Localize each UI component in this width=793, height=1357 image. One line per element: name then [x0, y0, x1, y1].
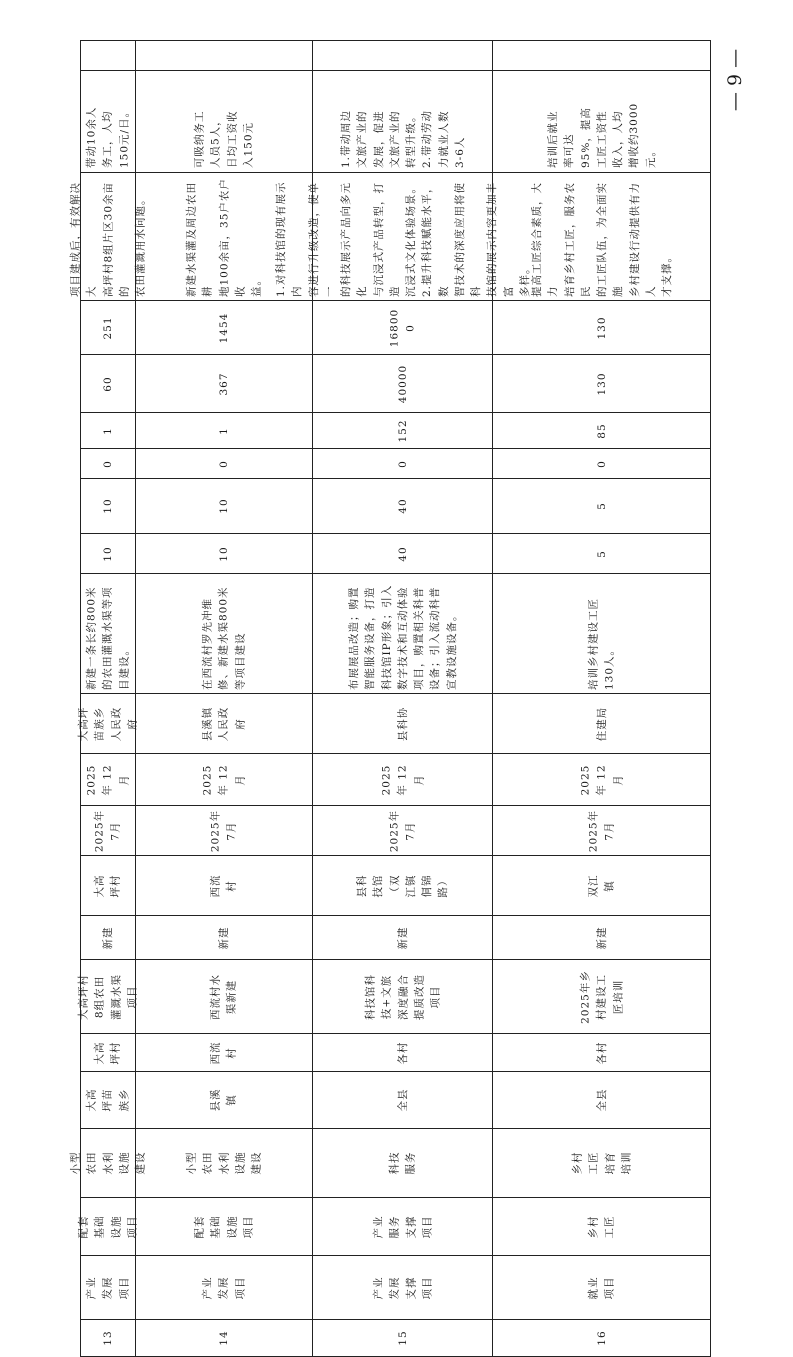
- row-index: [81, 1320, 711, 1357]
- row-benefit-villages: [81, 413, 711, 449]
- table-cell: 就业 项目: [493, 1256, 711, 1320]
- table-cell: 产业 发展 支撑 项目: [313, 1256, 493, 1320]
- table-cell: 各村: [493, 1034, 711, 1072]
- table-cell: 60: [81, 355, 136, 413]
- project-table: [69, 40, 711, 1357]
- table-cell: 县科 技馆 （双 江镇 侗锦 路）: [313, 856, 493, 916]
- table-cell: 住建局: [493, 694, 711, 754]
- table-cell: 新建: [313, 916, 493, 960]
- table-cell: 双江 镇: [493, 856, 711, 916]
- table-cell: 西流村水 渠新建: [136, 960, 313, 1034]
- table-header-strip: [81, 41, 711, 71]
- table-cell: 大高坪 苗族乡 人民政 府: [81, 694, 136, 754]
- row-investment-central: [81, 479, 711, 534]
- table-cell: 1454: [136, 301, 313, 355]
- table-cell: 10: [81, 534, 136, 574]
- table-cell: 130: [493, 355, 711, 413]
- table-cell: 10: [81, 479, 136, 534]
- row-start: [81, 806, 711, 856]
- row-outcome: [81, 173, 711, 301]
- row-end: [81, 754, 711, 806]
- table-cell: 培训后就业 率可达 95%，提高 工匠工资性 收入，人均 增收约3000 元。: [493, 71, 711, 173]
- table-cell: 布展展品改造；购置 智能服务设备，打造 科技馆IP形象；引入 数字技术和互动体验 项目，购置相关科普 设备；引入流动科普 宣教设施设备。: [313, 574, 493, 694]
- table-cell: 16800 0: [313, 301, 493, 355]
- table-cell: 251: [81, 301, 136, 355]
- table-cell: 项目建成后，有效解决大 高坪村8组片区30余亩的 农田灌溉用水问题。: [81, 173, 136, 301]
- table-cell: 2025 年 12 月: [493, 754, 711, 806]
- table-cell: 1: [136, 413, 313, 449]
- table-cell: 西流 村: [136, 1034, 313, 1072]
- table-cell: 新建: [136, 916, 313, 960]
- table-cell: 16: [493, 1320, 711, 1357]
- row-owner: [81, 694, 711, 754]
- table-cell: 县溪 镇: [136, 1072, 313, 1129]
- row-type: [81, 1129, 711, 1198]
- table-cell: 2025年 7月: [493, 806, 711, 856]
- row-town: [81, 1072, 711, 1129]
- table-cell: 0: [493, 449, 711, 479]
- table-cell: 大高 坪村: [81, 1034, 136, 1072]
- table-cell: 西流 村: [136, 856, 313, 916]
- table-cell: 配套 基础 设施 项目: [81, 1198, 136, 1256]
- table-cell: 培训乡村建设工匠 130人。: [493, 574, 711, 694]
- table-cell: 提高工匠综合素质，大力 培育乡村工匠，服务农民 的工匠队伍，为全面实施 乡村建设行动提供有力人 才支撑。: [493, 173, 711, 301]
- row-nature: [81, 916, 711, 960]
- table-cell: 2025 年 12 月: [136, 754, 313, 806]
- table-cell: 2025年 7月: [313, 806, 493, 856]
- row-category: [81, 1256, 711, 1320]
- table-cell: 产业 服务 支撑 项目: [313, 1198, 493, 1256]
- table-cell: 0: [313, 449, 493, 479]
- table-cell: 全县: [493, 1072, 711, 1129]
- table-cell: 40: [313, 479, 493, 534]
- table-cell: 新建: [81, 916, 136, 960]
- table-cell: 大高 坪苗 族乡: [81, 1072, 136, 1129]
- table-cell: 1.带动周边 文旅产业的 发展，促进 文旅产业的 转型升级。 2.带动劳动 力就业人数 3-6人: [313, 71, 493, 173]
- table-cell: 2025年 7月: [81, 806, 136, 856]
- table-cell: 152: [313, 413, 493, 449]
- table-cell: 0: [136, 449, 313, 479]
- row-subcategory: [81, 1198, 711, 1256]
- table-cell: 40000: [313, 355, 493, 413]
- table-cell: 科技馆科 技+文旅 深度融合 提质改造 项目: [313, 960, 493, 1034]
- row-mechanism: [81, 71, 711, 173]
- table-cell: 小型 农田 水利 设施 建设: [136, 1129, 313, 1198]
- table-cell: 14: [136, 1320, 313, 1357]
- table-cell: 小型 农田 水利 设施 建设: [81, 1129, 136, 1198]
- table-cell: 乡村 工匠: [493, 1198, 711, 1256]
- row-investment-other: [81, 449, 711, 479]
- table-cell: 2025 年 12 月: [81, 754, 136, 806]
- table-cell: 科技 服务: [313, 1129, 493, 1198]
- table-cell: 新建: [493, 916, 711, 960]
- table-cell: 产业 发展 项目: [81, 1256, 136, 1320]
- row-content: [81, 574, 711, 694]
- table-cell: 大高 坪村: [81, 856, 136, 916]
- table-cell: 县溪镇 人民政 府: [136, 694, 313, 754]
- table-cell: 产业 发展 项目: [136, 1256, 313, 1320]
- table-cell: 5: [493, 534, 711, 574]
- table-cell: 13: [81, 1320, 136, 1357]
- page-number: [720, 40, 750, 120]
- row-benefit-people: [81, 301, 711, 355]
- table-cell: 0: [81, 449, 136, 479]
- table-cell: 1: [81, 413, 136, 449]
- table-cell: 新建一条长约800米 的农田灌溉水渠等项 目建设。: [81, 574, 136, 694]
- table-cell: 各村: [313, 1034, 493, 1072]
- table-cell: 新建水渠灌及周边农田耕 地100余亩，35户农户收 益。: [136, 173, 313, 301]
- table-cell: 1.对科技馆的现有展示内 容进行升级改造，使单一 的科技展示产品向多元化 与沉浸式产品转型，打造 沉浸式文化体验场景。 2.提升科技赋能水平，数 智技术的深度应用将使科 技馆的展示内容更加丰富 多样。: [313, 173, 493, 301]
- table-cell: 367: [136, 355, 313, 413]
- table-cell: 2025年乡 村建设工 匠培训: [493, 960, 711, 1034]
- table-cell: 15: [313, 1320, 493, 1357]
- row-benefit-households: [81, 355, 711, 413]
- table-cell: 可吸纳务工 人员5人， 日均工资收 入150元: [136, 71, 313, 173]
- table-cell: 乡村 工匠 培育 培训: [493, 1129, 711, 1198]
- table-cell: 130: [493, 301, 711, 355]
- table-cell: 2025年 7月: [136, 806, 313, 856]
- table-cell: 85: [493, 413, 711, 449]
- table-cell: 10: [136, 534, 313, 574]
- table-cell: 配套 基础 设施 项目: [136, 1198, 313, 1256]
- table-cell: 带动10余人 务工，人均 150元/日。: [81, 71, 136, 173]
- table-cell: 40: [313, 534, 493, 574]
- table-cell: 5: [493, 479, 711, 534]
- table-cell: 大高坪村 8组农田 灌溉水渠 项目: [81, 960, 136, 1034]
- row-village: [81, 1034, 711, 1072]
- table-cell: 县科协: [313, 694, 493, 754]
- row-project-name: [81, 960, 711, 1034]
- table-cell: 全县: [313, 1072, 493, 1129]
- table-cell: 10: [136, 479, 313, 534]
- row-location: [81, 856, 711, 916]
- page-number-text: — 9 —: [724, 48, 746, 112]
- table-cell: 在西流村罗先冲维 修、新建水渠800米 等项目建设: [136, 574, 313, 694]
- table-cell: 2025 年 12 月: [313, 754, 493, 806]
- row-investment-total: [81, 534, 711, 574]
